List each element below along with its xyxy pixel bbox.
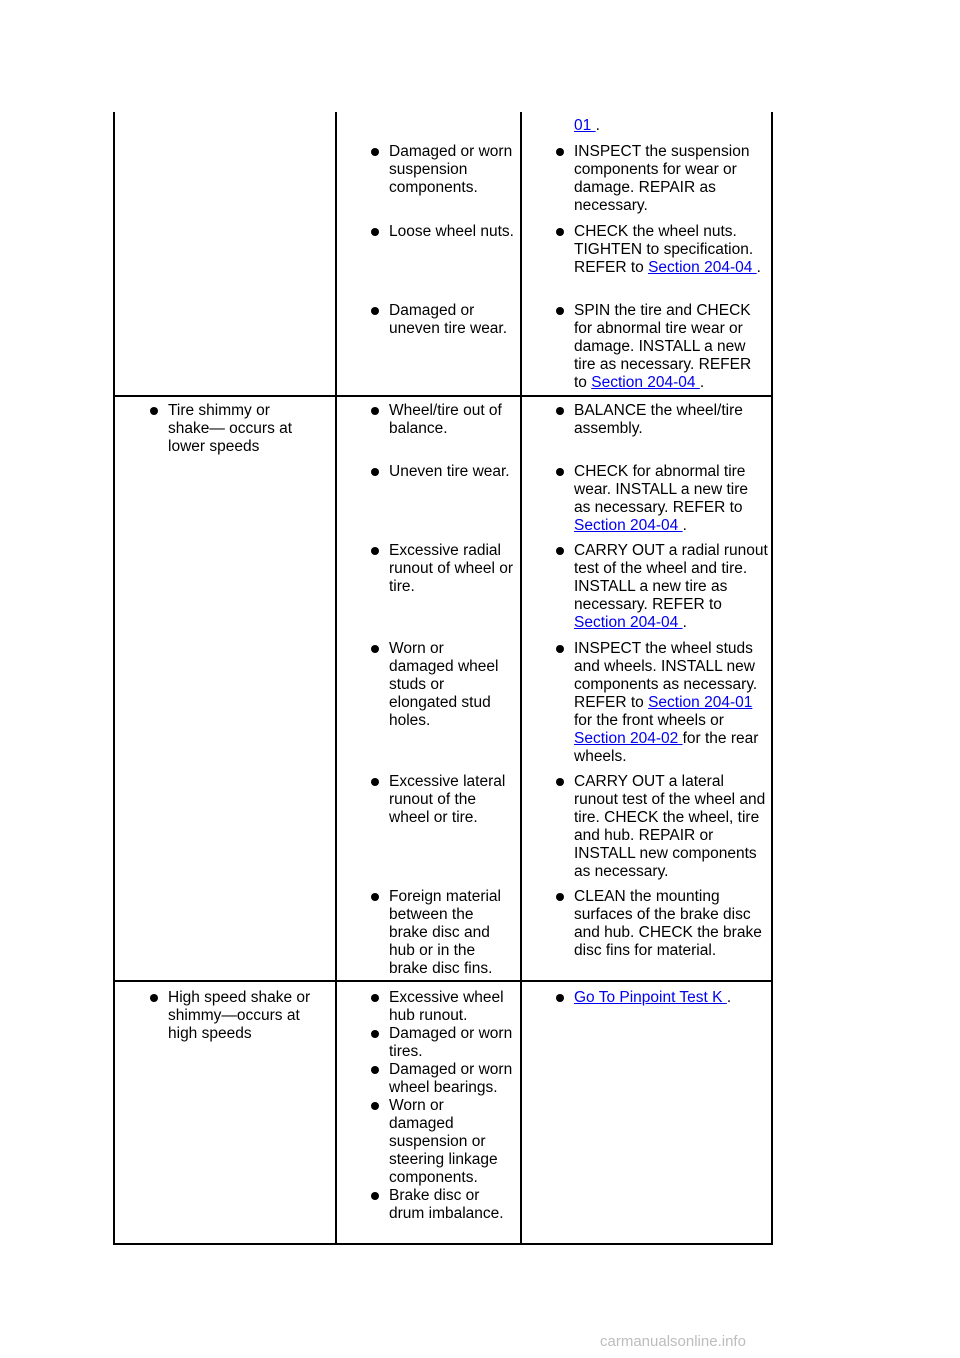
cause-cell [371,143,516,197]
list-item: Worn or damaged wheel studs or elongated stud holes. [371,640,501,730]
bullet-icon [371,645,379,653]
column-divider-2 [520,112,522,1245]
list-item: SPIN the tire and CHECK for abnormal tire wear or damage. INSTALL a new tire as necessary. REFER to Section 204-04 . [556,302,768,392]
column-divider-1 [335,112,337,1245]
action-cell [556,402,768,438]
list-item: Brake disc or drum imbalance. [371,1187,516,1223]
section-link[interactable]: 01 [574,117,596,134]
list-item: Damaged or worn tires. [371,1025,516,1061]
bullet-icon [371,1102,379,1110]
bullet-icon [556,547,564,555]
action-cell [556,640,770,766]
bullet-icon [371,407,379,415]
bullet-icon [556,994,564,1002]
bullet-icon [556,407,564,415]
list-item: Excessive lateral runout of the wheel or tire. [371,773,516,827]
cause-cell [371,640,501,730]
list-item: INSPECT the wheel studs and wheels. INSTALL new components as necessary. REFER to Section 204-01 for the front wheels or Section 204-02 for the rear wheels. [556,640,770,766]
bullet-icon [371,547,379,555]
bullet-icon [556,893,564,901]
list-item: CHECK the wheel nuts. TIGHTEN to specification. REFER to Section 204-04 . [556,223,768,277]
list-item: INSPECT the suspension components for wear or damage. REPAIR as necessary. [556,143,768,215]
bullet-icon [150,407,158,415]
table-border-right [771,112,773,1245]
list-item: Go To Pinpoint Test K . [556,989,768,1007]
bullet-icon [556,228,564,236]
list-item: High speed shake or shimmy—occurs at high speeds [150,989,322,1043]
bullet-icon [371,148,379,156]
condition-cell [150,402,310,456]
action-cell [556,542,768,632]
list-item: Wheel/tire out of balance. [371,402,516,438]
cause-cell [371,542,516,596]
cause-cell [371,463,521,481]
bullet-icon [371,893,379,901]
list-item: Loose wheel nuts. [371,223,516,241]
condition-cell [150,989,322,1043]
list-item: Damaged or worn wheel bearings. [371,1061,516,1097]
section-link[interactable]: Section 204-04 [574,614,683,631]
bullet-icon [150,994,158,1002]
action-cell [556,302,768,392]
bullet-icon [556,645,564,653]
list-item: CARRY OUT a radial runout test of the wheel and tire. INSTALL a new tire as necessary. REFER to Section 204-04 . [556,542,768,632]
cause-cell [371,773,516,827]
cause-cell [371,888,511,978]
section-link[interactable]: Section 204-04 [591,374,700,391]
action-cell [556,773,770,881]
table-border-bottom [113,1243,773,1245]
cause-cell [371,223,516,241]
bullet-icon [556,778,564,786]
list-item: CHECK for abnormal tire wear. INSTALL a new tire as necessary. REFER to Section 204-04 . [556,463,768,535]
list-item: Excessive wheel hub runout. [371,989,516,1025]
action-cell [556,888,770,960]
action-cell [556,463,768,535]
section-link[interactable]: Section 204-02 [574,730,683,747]
action-cell [556,989,768,1007]
list-item: Excessive radial runout of wheel or tire. [371,542,516,596]
cause-cell [371,989,516,1223]
list-item: Uneven tire wear. [371,463,521,481]
bullet-icon [371,307,379,315]
list-item: Worn or damaged suspension or steering linkage components. [371,1097,504,1187]
section-link[interactable]: Section 204-04 [574,517,683,534]
list-item: Damaged or worn suspension components. [371,143,516,197]
list-item: Foreign material between the brake disc and hub or in the brake disc fins. [371,888,511,978]
cause-cell [371,402,516,438]
row-divider-1 [113,395,773,397]
list-item: CLEAN the mounting surfaces of the brake disc and hub. CHECK the brake disc fins for material. [556,888,770,960]
bullet-icon [371,994,379,1002]
watermark: carmanualsonline.info [600,1333,746,1350]
bullet-icon [556,307,564,315]
cause-cell [371,302,516,338]
bullet-icon [556,148,564,156]
continued-reference: 01 . [574,117,600,134]
section-link[interactable]: Section 204-04 [648,259,757,276]
action-cell [556,223,768,277]
action-cell [556,143,768,215]
list-item: Damaged or uneven tire wear. [371,302,516,338]
list-item: CARRY OUT a lateral runout test of the wheel and tire. CHECK the wheel, tire and hub. REPAIR or INSTALL new components as necessary. [556,773,770,881]
table-border-left [113,112,115,1245]
bullet-icon [371,468,379,476]
pinpoint-test-link[interactable]: Go To Pinpoint Test K [574,989,727,1006]
section-link[interactable]: Section 204-01 [648,694,753,711]
bullet-icon [371,228,379,236]
bullet-icon [371,778,379,786]
bullet-icon [371,1066,379,1074]
list-item: Tire shimmy or shake— occurs at lower speeds [150,402,310,456]
bullet-icon [371,1192,379,1200]
bullet-icon [371,1030,379,1038]
bullet-icon [556,468,564,476]
row-divider-2 [113,980,773,982]
list-item: BALANCE the wheel/tire assembly. [556,402,768,438]
